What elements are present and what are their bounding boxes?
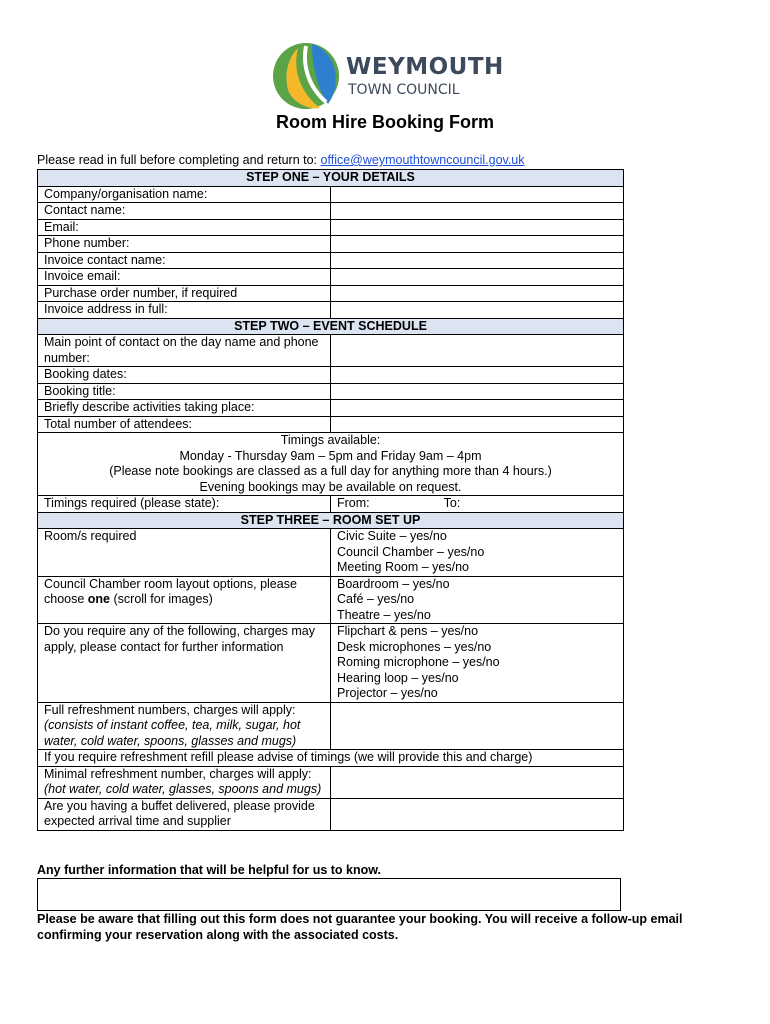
step-two-header: STEP TWO – EVENT SCHEDULE xyxy=(38,318,624,335)
booking-title-field[interactable] xyxy=(331,383,624,400)
intro-label: Please read in full before completing and return to: xyxy=(37,153,321,167)
layout-label-bold: one xyxy=(87,592,111,606)
invoice-email-label: Invoice email: xyxy=(38,269,331,286)
equipment-option: Projector – yes/no xyxy=(337,686,438,700)
full-refreshment-label xyxy=(38,702,331,750)
email-label: Email: xyxy=(38,219,331,236)
minimal-refreshment-text: Minimal refreshment number, charges will apply: xyxy=(44,766,312,781)
timings-line: (Please note bookings are classed as a full day for anything more than 4 hours.) xyxy=(109,464,552,478)
further-info-label: Any further information that will be helpful for us to know. xyxy=(37,863,381,877)
main-contact-label: Main point of contact on the day name and phone number: xyxy=(38,335,331,367)
room-option: Civic Suite – yes/no xyxy=(337,529,447,543)
po-number-field[interactable] xyxy=(331,285,624,302)
booking-title-label: Booking title: xyxy=(38,383,331,400)
activities-field[interactable] xyxy=(331,400,624,417)
invoice-email-field[interactable] xyxy=(331,269,624,286)
full-refreshment-field[interactable] xyxy=(331,702,624,750)
activities-label: Briefly describe activities taking place: xyxy=(38,400,331,417)
layout-option: Café – yes/no xyxy=(337,592,415,606)
invoice-contact-label: Invoice contact name: xyxy=(38,252,331,269)
po-number-label: Purchase order number, if required xyxy=(38,285,331,302)
step-one-header: STEP ONE – YOUR DETAILS xyxy=(38,170,624,187)
attendees-label: Total number of attendees: xyxy=(38,416,331,433)
contact-email-link[interactable]: office@weymouthtowncouncil.gov.uk xyxy=(320,153,525,167)
phone-field[interactable] xyxy=(331,236,624,253)
layout-label xyxy=(38,576,331,624)
further-info-field[interactable] xyxy=(37,878,621,911)
attendees-field[interactable] xyxy=(331,416,624,433)
buffet-label: Are you having a buffet delivered, please provide expected arrival time and supplier xyxy=(38,798,331,830)
refill-note: If you require refreshment refill please advise of timings (we will provide this and charge) xyxy=(38,750,624,767)
invoice-address-label: Invoice address in full: xyxy=(38,302,331,319)
to-label: To: xyxy=(443,496,461,510)
invoice-contact-field[interactable] xyxy=(331,252,624,269)
booking-dates-field[interactable] xyxy=(331,367,624,384)
timings-required-label: Timings required (please state): xyxy=(38,496,331,513)
phone-label: Phone number: xyxy=(38,236,331,253)
logo-line2: TOWN COUNCIL xyxy=(348,82,460,98)
step-three-header: STEP THREE – ROOM SET UP xyxy=(38,512,624,529)
logo-line1: WEYMOUTH xyxy=(346,54,504,80)
page-title: Room Hire Booking Form xyxy=(275,112,494,132)
weymouth-logo xyxy=(272,42,502,110)
layout-option: Theatre – yes/no xyxy=(337,607,431,622)
main-contact-field[interactable] xyxy=(331,335,624,367)
minimal-refreshment-label xyxy=(38,766,331,798)
timings-required-field[interactable] xyxy=(331,496,624,513)
timings-line: Evening bookings may be available on request. xyxy=(199,479,462,494)
equipment-option: Flipchart & pens – yes/no xyxy=(337,624,479,638)
minimal-refreshment-field[interactable] xyxy=(331,766,624,798)
layout-label-text-end: (scroll for images) xyxy=(110,592,213,606)
equipment-option: Hearing loop – yes/no xyxy=(337,670,459,685)
equipment-options[interactable] xyxy=(331,624,624,703)
equipment-option: Desk microphones – yes/no xyxy=(337,639,492,654)
rooms-label: Room/s required xyxy=(38,529,331,577)
company-label: Company/organisation name: xyxy=(38,186,331,203)
rooms-options[interactable] xyxy=(331,529,624,577)
full-refreshment-text: Full refreshment numbers, charges will apply: xyxy=(44,702,296,717)
layout-option: Boardroom – yes/no xyxy=(337,576,450,591)
full-refreshment-details: (consists of instant coffee, tea, milk, sugar, hot water, cold water, spoons, glasses and mugs) xyxy=(44,718,301,748)
intro-text xyxy=(37,153,525,167)
layout-label-text: Council Chamber room layout options, please choose xyxy=(44,576,297,606)
equipment-option: Roming microphone – yes/no xyxy=(337,655,500,669)
contact-name-label: Contact name: xyxy=(38,203,331,220)
room-option: Meeting Room – yes/no xyxy=(337,560,470,574)
timings-line: Monday - Thursday 9am – 5pm and Friday 9am – 4pm xyxy=(179,448,482,463)
email-field[interactable] xyxy=(331,219,624,236)
invoice-address-field[interactable] xyxy=(331,302,624,319)
buffet-field[interactable] xyxy=(331,798,624,830)
room-option: Council Chamber – yes/no xyxy=(337,544,485,559)
company-field[interactable] xyxy=(331,186,624,203)
minimal-refreshment-details: (hot water, cold water, glasses, spoons and mugs) xyxy=(44,782,322,796)
equipment-label: Do you require any of the following, charges may apply, please contact for further information xyxy=(38,624,331,703)
logo-emblem-icon xyxy=(272,42,344,110)
booking-notice: Please be aware that filling out this form does not guarantee your booking. You will receive a follow-up email confirming your reservation along with the associated costs. xyxy=(37,912,683,942)
timings-available xyxy=(38,433,624,496)
from-label: From: xyxy=(337,496,370,510)
layout-options[interactable] xyxy=(331,576,624,624)
booking-form-table xyxy=(37,169,624,831)
timings-line: Timings available: xyxy=(280,433,381,447)
booking-dates-label: Booking dates: xyxy=(38,367,331,384)
contact-name-field[interactable] xyxy=(331,203,624,220)
